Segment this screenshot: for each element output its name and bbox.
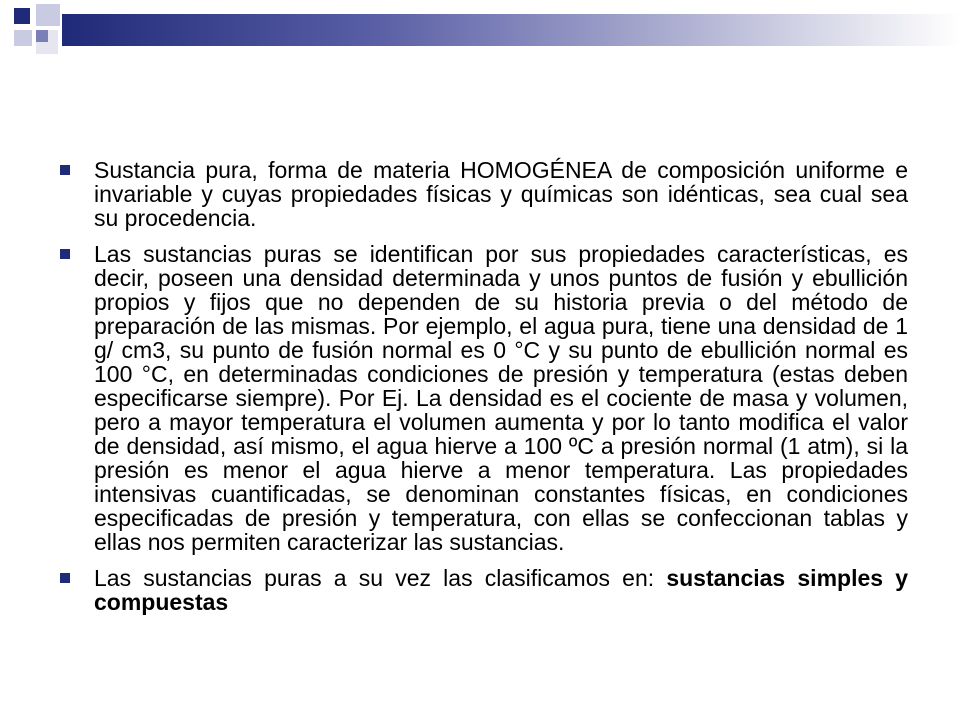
- decorative-square: [36, 30, 48, 42]
- slide-content: [60, 158, 908, 626]
- decorative-square: [14, 30, 32, 46]
- decorative-square: [14, 8, 30, 24]
- bullet-square-icon: [60, 573, 70, 583]
- decorative-square: [36, 4, 60, 26]
- header-gradient-band: [62, 14, 960, 46]
- bullet-text: Las sustancias puras se identifican por sus propiedades características, es decir, poseen una densidad determinada y unos puntos de fusión y ebullición propios y fijos que no dependen de su historia previa o del método de preparación de las mismas. Por ejemplo, el agua pura, tiene una densidad de 1 g/ cm3, su punto de fusión normal es 0 °C y su punto de ebullición normal es 100 °C, en determinadas condiciones de presión y temperatura (estas deben especificarse siempre). Por Ej. La densidad es el cociente de masa y volumen, pero a mayor temperatura el volumen aumenta y por lo tanto modifica el valor de densidad, así mismo, el agua hierve a 100 ºC a presión normal (1 atm), si la presión es menor el agua hierve a menor temperatura. Las propiedades intensivas cuantificadas, se denominan constantes físicas, en condiciones especificadas de presión y temperatura, con ellas se confeccionan tablas y ellas nos permiten caracterizar las sustancias.: [94, 241, 908, 555]
- bullet-text: Las sustancias puras a su vez las clasificamos en:: [94, 565, 667, 591]
- bullet-item: [60, 158, 908, 230]
- bullet-square-icon: [60, 165, 70, 175]
- bullet-item: [60, 566, 908, 614]
- bullet-item: [60, 242, 908, 554]
- bullet-bold-text: sustancias simples y compuestas: [94, 565, 909, 615]
- bullet-square-icon: [60, 249, 70, 259]
- bullet-text: Sustancia pura, forma de materia HOMOGÉNEA de composición uniforme e invariable y cuyas propiedades físicas y químicas son idénticas, sea cual sea su procedencia.: [94, 157, 908, 231]
